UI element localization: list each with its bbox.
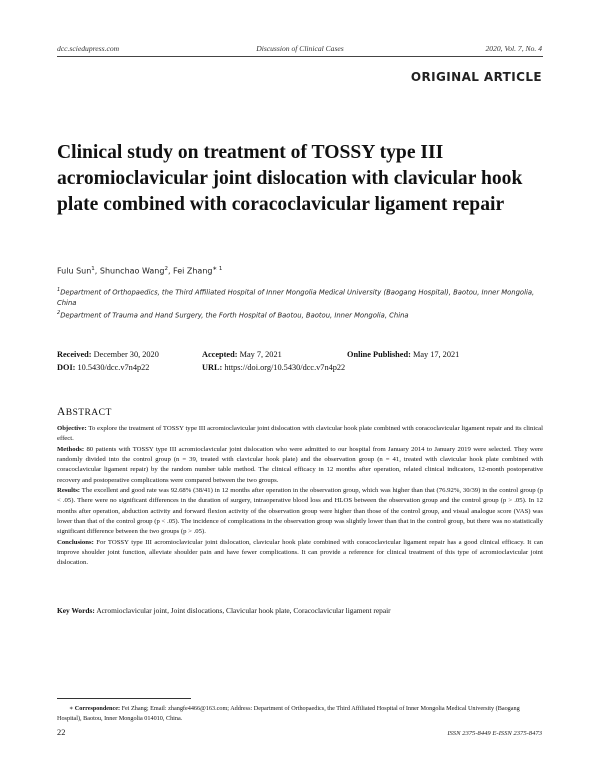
url-label: URL: bbox=[202, 363, 223, 372]
abstract-heading-initial: A bbox=[57, 406, 66, 418]
published-label: Online Published: bbox=[347, 350, 411, 359]
url bbox=[202, 363, 345, 372]
article-type-label: ORIGINAL ARTICLE bbox=[410, 70, 542, 84]
received-value: December 30, 2020 bbox=[93, 350, 159, 359]
doi-value[interactable]: 10.5430/dcc.v7n4p22 bbox=[77, 363, 150, 372]
keywords bbox=[57, 606, 391, 615]
published-date bbox=[347, 350, 459, 359]
affiliation-2 bbox=[57, 308, 543, 321]
abstract-objective bbox=[57, 424, 543, 445]
url-link[interactable]: https://doi.org/10.5430/dcc.v7n4p22 bbox=[224, 363, 346, 372]
received-date bbox=[57, 350, 159, 359]
paper-title: Clinical study on treatment of TOSSY type III acromioclavicular joint dislocation with clavicular hook plate combined with coracoclavicular ligament repair bbox=[57, 142, 523, 215]
received-label: Received: bbox=[57, 350, 92, 359]
abstract-conclusions bbox=[57, 538, 543, 569]
conclusions-text: For TOSSY type III acromioclavicular joint dislocation, clavicular hook plate combined with coracoclavicular ligament repair has a good clinical efficacy. It can improve shoulder joint function, alleviate shoulder pain and have fewer complications. It can provide a reference for clinical treatment of this type of acromioclavicular joint dislocation. bbox=[57, 538, 544, 567]
accepted-label: Accepted: bbox=[202, 350, 238, 359]
accepted-date bbox=[202, 350, 282, 359]
footnote-marker: ∗ bbox=[69, 705, 74, 712]
doi-label: DOI: bbox=[57, 363, 76, 372]
page-number: 22 bbox=[57, 728, 66, 737]
keywords-text: Acromioclavicular joint, Joint dislocations, Clavicular hook plate, Coracoclavicular ligament repair bbox=[96, 606, 391, 615]
author-separator: , bbox=[94, 266, 100, 276]
author-name: Fei Zhang bbox=[173, 266, 213, 276]
doi bbox=[57, 363, 149, 372]
issn: ISSN 2375-8449 E-ISSN 2375-8473 bbox=[447, 730, 542, 737]
header-divider bbox=[57, 56, 543, 57]
author-affiliation-marker: ∗ 1 bbox=[212, 266, 223, 272]
objective-text: To explore the treatment of TOSSY type III acromioclavicular joint dislocation with clavicular hook plate combined with coracoclavicular ligament repair and its clinical effect. bbox=[57, 425, 543, 443]
abstract-heading bbox=[57, 406, 112, 418]
author-affiliation-marker: 2 bbox=[164, 266, 168, 272]
author-name: Shunchao Wang bbox=[99, 266, 165, 276]
author-affiliation-marker: 1 bbox=[91, 266, 95, 272]
methods-label: Methods: bbox=[57, 445, 85, 453]
affiliation-1 bbox=[57, 285, 543, 309]
correspondence-footnote bbox=[57, 704, 543, 724]
affiliation-marker: 2 bbox=[57, 310, 61, 316]
affiliation-text: Department of Trauma and Hand Surgery, the Forth Hospital of Baotou, Baotou, Inner Mongolia, China bbox=[60, 311, 409, 320]
correspondence-text: Fei Zhang; Email: zhangfe4466@163.com; Address: Department of Orthopaedics, the Third Affiliated Hospital of Inner Mongolia Medical University (Baogang Hospital), Baotou, Inner Mongolia 014010, China. bbox=[57, 705, 520, 722]
abstract-methods bbox=[57, 445, 543, 486]
journal-name: Discussion of Clinical Cases bbox=[256, 44, 344, 53]
correspondence-label: Correspondence: bbox=[74, 705, 121, 712]
affiliation-marker: 1 bbox=[57, 287, 61, 293]
objective-label: Objective: bbox=[57, 425, 87, 432]
conclusions-label: Conclusions: bbox=[57, 538, 94, 546]
author-list bbox=[57, 266, 222, 276]
results-label: Results: bbox=[57, 487, 81, 495]
abstract-heading-rest: BSTRACT bbox=[65, 407, 112, 418]
affiliation-text: Department of Orthopaedics, the Third Affiliated Hospital of Inner Mongolia Medical University (Baogang Hospital), Baotou, Inner Mongolia, China bbox=[57, 288, 535, 308]
author-separator: , bbox=[167, 266, 174, 276]
methods-text: 80 patients with TOSSY type III acromioclavicular joint dislocation who were admitted to our hospital from January 2014 to January 2019 were selected. They were randomly divided into the control group (n = 39, treated with clavicular hook plate) and the observation group (n = 41, treated with clavicular hook plate combined with coracoclavicular ligament repair) by the random number table method. The clinical efficacy in 12 months after operation, related clinical indicators, 12-month postoperative recovery and postoperative complications were compared between the two groups. bbox=[57, 445, 543, 484]
volume-issue: 2020, Vol. 7, No. 4 bbox=[485, 44, 542, 53]
abstract-results bbox=[57, 486, 543, 538]
author-name: Fulu Sun bbox=[57, 266, 92, 276]
abstract-body bbox=[57, 424, 543, 569]
footnote-divider bbox=[57, 698, 191, 699]
published-value: May 17, 2021 bbox=[412, 350, 460, 359]
journal-website[interactable]: dcc.sciedupress.com bbox=[57, 44, 120, 53]
results-text: The excellent and good rate was 92.68% (38/41) in 12 months after operation in the observation group, which was higher than that (76.92%, 30/39) in the control group (p < .05). There were no significant differences in the duration of surgery, intraoperative blood loss and HLOS between the observation group and the control group (p > .05). In 12 months after operation, abduction activity and forward flexion activity of the observation group were higher than those of the control group, and visual analogue score (VAS) was lower than that of the control group (p < .05). The incidence of complications in the observation group was slightly lower than that in the control group, but there was no statistically significant difference between the two groups (p > .05). bbox=[57, 487, 543, 536]
accepted-value: May 7, 2021 bbox=[239, 350, 282, 359]
keywords-label: Key Words: bbox=[57, 606, 95, 615]
